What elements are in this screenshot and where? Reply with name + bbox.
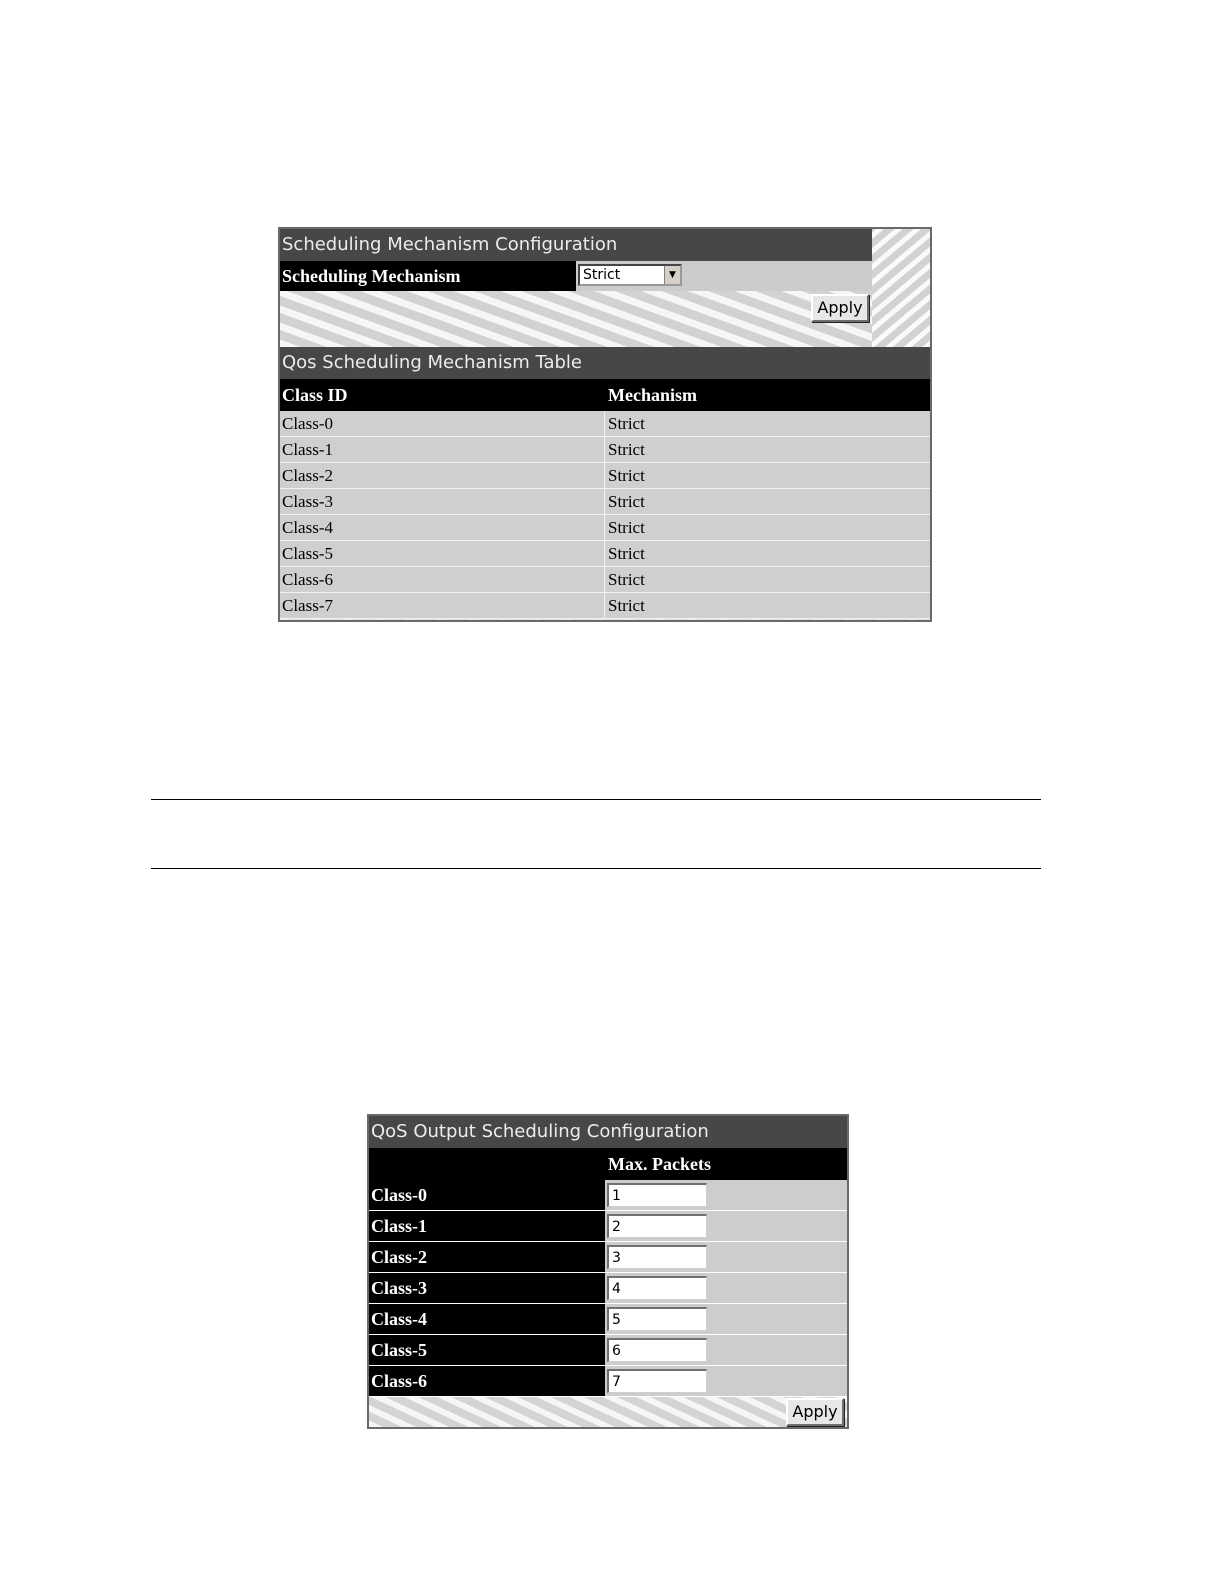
class-label: Class-0 bbox=[369, 1180, 605, 1210]
decorative-background bbox=[872, 229, 930, 347]
class-id-cell: Class-5 bbox=[282, 544, 333, 563]
mechanism-cell: Strict bbox=[608, 440, 645, 459]
max-packets-input[interactable] bbox=[607, 1338, 707, 1362]
class-label: Class-1 bbox=[369, 1211, 605, 1241]
table-row bbox=[280, 593, 930, 619]
table-row bbox=[280, 489, 930, 515]
table-row bbox=[280, 411, 930, 437]
mechanism-cell: Strict bbox=[608, 414, 645, 433]
class-id-cell: Class-2 bbox=[282, 466, 333, 485]
column-header-class-id: Class ID bbox=[282, 385, 348, 405]
class-label: Class-2 bbox=[369, 1242, 605, 1272]
class-label: Class-4 bbox=[369, 1304, 605, 1334]
table-row bbox=[369, 1304, 847, 1335]
scheduling-mechanism-label: Scheduling Mechanism bbox=[280, 261, 576, 291]
table-row bbox=[369, 1242, 847, 1273]
table-row bbox=[369, 1335, 847, 1366]
table-row bbox=[280, 567, 930, 593]
scheduling-table-body bbox=[280, 411, 930, 619]
table-row bbox=[369, 1211, 847, 1242]
class-id-cell: Class-0 bbox=[282, 414, 333, 433]
table-row bbox=[369, 1366, 847, 1397]
class-id-cell: Class-4 bbox=[282, 518, 333, 537]
table-row bbox=[280, 437, 930, 463]
class-id-cell: Class-3 bbox=[282, 492, 333, 511]
divider-bottom bbox=[151, 868, 1041, 869]
scheduling-mechanism-panel bbox=[278, 227, 932, 622]
mechanism-cell: Strict bbox=[608, 596, 645, 615]
max-packets-input[interactable] bbox=[607, 1183, 707, 1207]
class-id-cell: Class-1 bbox=[282, 440, 333, 459]
class-label: Class-6 bbox=[369, 1366, 605, 1396]
scheduling-table-title: Qos Scheduling Mechanism Table bbox=[280, 347, 930, 379]
output-scheduling-header bbox=[369, 1148, 847, 1180]
table-row bbox=[280, 463, 930, 489]
class-id-cell: Class-6 bbox=[282, 570, 333, 589]
class-id-cell: Class-7 bbox=[282, 596, 333, 615]
apply-area bbox=[369, 1397, 847, 1427]
max-packets-input[interactable] bbox=[607, 1214, 707, 1238]
column-header-mechanism: Mechanism bbox=[608, 385, 697, 405]
scheduling-mechanism-select[interactable] bbox=[578, 264, 682, 286]
scheduling-mechanism-row bbox=[280, 261, 872, 291]
mechanism-cell: Strict bbox=[608, 466, 645, 485]
max-packets-input[interactable] bbox=[607, 1245, 707, 1269]
max-packets-input[interactable] bbox=[607, 1369, 707, 1393]
output-scheduling-body bbox=[369, 1180, 847, 1397]
table-row bbox=[280, 515, 930, 541]
table-row bbox=[369, 1273, 847, 1304]
max-packets-input[interactable] bbox=[607, 1276, 707, 1300]
apply-area bbox=[280, 291, 872, 347]
max-packets-input[interactable] bbox=[607, 1307, 707, 1331]
apply-button[interactable]: Apply bbox=[811, 294, 869, 322]
mechanism-cell: Strict bbox=[608, 492, 645, 511]
class-label: Class-5 bbox=[369, 1335, 605, 1365]
mechanism-cell: Strict bbox=[608, 518, 645, 537]
apply-button[interactable]: Apply bbox=[786, 1398, 844, 1426]
output-scheduling-title: QoS Output Scheduling Configuration bbox=[369, 1116, 847, 1148]
chevron-down-icon[interactable]: ▼ bbox=[664, 266, 680, 284]
mechanism-cell: Strict bbox=[608, 570, 645, 589]
class-label: Class-3 bbox=[369, 1273, 605, 1303]
mechanism-cell: Strict bbox=[608, 544, 645, 563]
table-row bbox=[280, 541, 930, 567]
scheduling-table-header bbox=[280, 379, 930, 411]
divider-top bbox=[151, 799, 1041, 800]
table-row bbox=[369, 1180, 847, 1211]
column-header-max-packets: Max. Packets bbox=[608, 1154, 711, 1174]
output-scheduling-panel bbox=[367, 1114, 849, 1429]
scheduling-mechanism-value: Strict bbox=[583, 267, 621, 283]
scheduling-config-title: Scheduling Mechanism Configuration bbox=[280, 229, 872, 261]
